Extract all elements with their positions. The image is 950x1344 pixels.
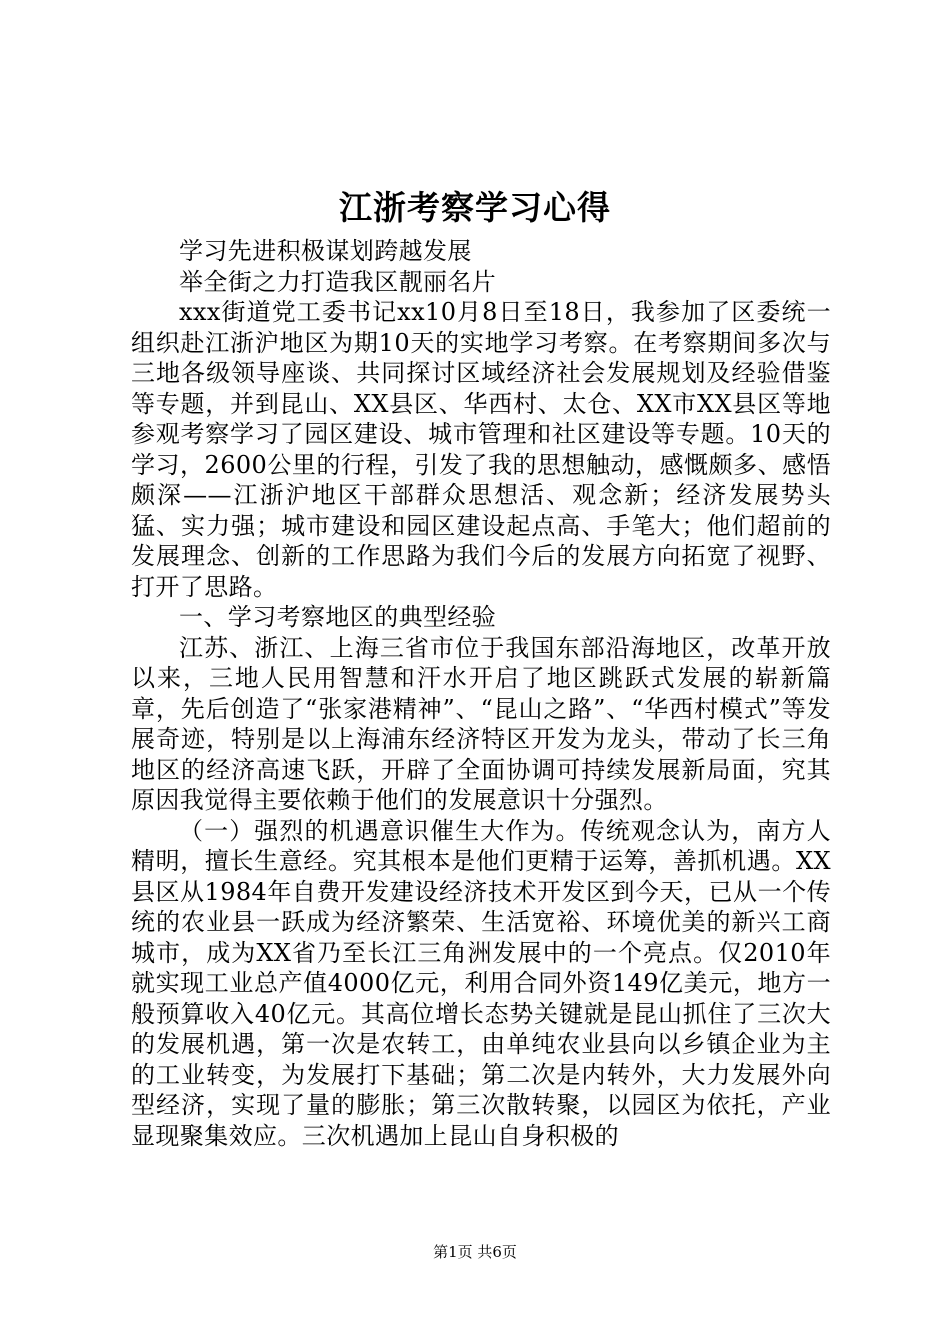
page-number-footer: 第1页 共6页 (433, 1243, 517, 1261)
document-body (131, 236, 831, 1151)
section-heading: 一、学习考察地区的典型经验 (179, 603, 497, 631)
paragraph-background: 江苏、浙江、上海三省市位于我国东部沿海地区，改革开放以来，三地人民用智慧和汗水开启了地区跳跃式发展的崭新篇章，先后创造了“张家港精神”、“昆山之路”、“华西村模式”等发展奇迹，特别是以上海浦东经济特区开发为龙头，带动了长三角地区的经济高速飞跃，开辟了全面协调可持续发展新局面，究其原因我觉得主要依赖于他们的发展意识十分强烈。 (131, 633, 831, 814)
subtitle-line-2: 举全街之力打造我区靓丽名片 (179, 267, 497, 296)
paragraph-opportunity: （一）强烈的机遇意识催生大作为。传统观念认为，南方人精明，擅长生意经。究其根本是他们更精于运筹，善抓机遇。XX县区从1984年自费开发建设经济技术开发区到今天，已从一个传统的农业县一跃成为经济繁荣、生活宽裕、环境优美的新兴工商城市，成为XX省乃至长江三角洲发展中的一个亮点。仅2010年就实现工业总产值4000亿元，利用合同外资149亿美元，地方一般预算收入40亿元。其高位增长态势关键就是昆山抓住了三次大的发展机遇，第一次是农转工，由单纯农业县向以乡镇企业为主的工业转变，为发展打下基础；第二次是内转外，大力发展外向型经济，实现了量的膨胀；第三次散转聚，以园区为依托，产业显现聚集效应。三次机遇加上昆山自身积极的 (131, 816, 831, 1150)
paragraph-intro: xxx街道党工委书记xx10月8日至18日，我参加了区委统一组织赴江浙沪地区为期10天的实地学习考察。在考察期间多次与三地各级领导座谈、共同探讨区域经济社会发展规划及经验借鉴等专题，并到昆山、XX县区、华西村、太仓、XX市XX县区等地参观考察学习了园区建设、城市管理和社区建设等专题。10天的学习，2600公里的行程，引发了我的思想触动，感慨颇多、感悟颇深——江浙沪地区干部群众思想活、观念新；经济发展势头猛、实力强；城市建设和园区建设起点高、手笔大；他们超前的发展理念、创新的工作思路为我们今后的发展方向拓宽了视野、打开了思路。 (131, 298, 831, 601)
subtitle-line-1: 学习先进积极谋划跨越发展 (179, 237, 472, 265)
document-title: 江浙考察学习心得 (339, 188, 611, 227)
